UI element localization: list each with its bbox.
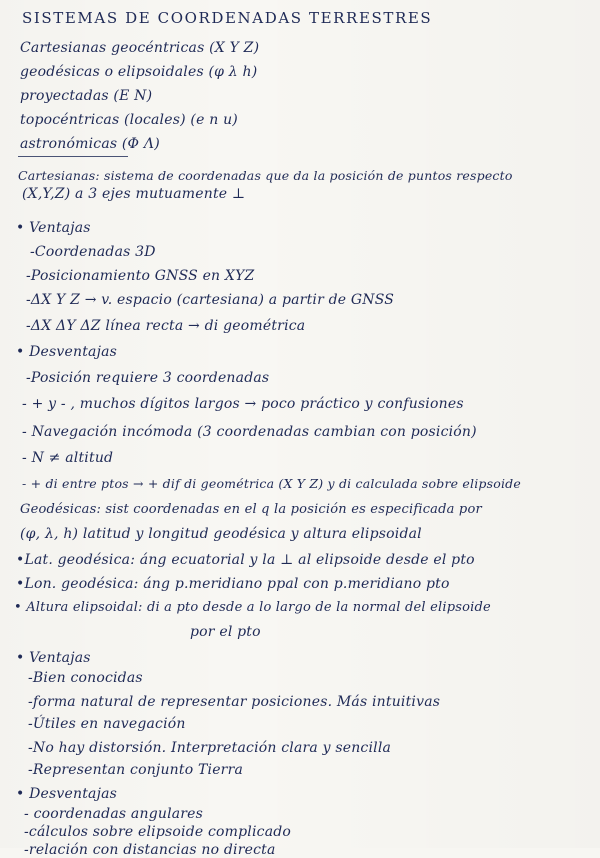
text-line: -relación con distancias no directa [24,842,276,858]
text-line: • Desventajas [16,344,118,360]
text-line: Cartesianas: sistema de coordenadas que da la posición de puntos respecto [18,168,513,183]
text-line: -ΔX Y Z → v. espacio (cartesiana) a partir de GNSS [26,292,395,308]
text-line: -forma natural de representar posiciones. Más intuitivas [28,694,441,710]
text-line: -Posicionamiento GNSS en XYZ [26,268,255,284]
text-line: • Altura elipsoidal: di a pto desde a lo largo de la normal del elipsoide [14,600,491,615]
text-line: - + di entre ptos → + dif di geométrica (X Y Z) y di calculada sobre elipsoide [22,476,521,491]
text-line: geodésicas o elipsoidales (φ λ h) [20,64,258,80]
text-line: • Ventajas [16,220,91,236]
text-line: por el pto [190,624,261,640]
text-line: - N ≠ altitud [22,450,114,466]
text-line: -Útiles en navegación [28,716,186,732]
text-line: -Bien conocidas [28,670,143,686]
text-line: • Ventajas [16,650,91,666]
text-line: •Lat. geodésica: áng ecuatorial y la ⊥ al elipsoide desde el pto [16,552,475,568]
text-line: (φ, λ, h) latitud y longitud geodésica y altura elipsoidal [20,526,422,542]
text-line: - coordenadas angulares [24,806,204,822]
text-line: • Desventajas [16,786,118,802]
text-line: - Navegación incómoda (3 coordenadas cambian con posición) [22,424,477,440]
text-line: (X,Y,Z) a 3 ejes mutuamente ⊥ [22,186,246,202]
text-line: Geodésicas: sist coordenadas en el q la posición es especificada por [20,502,482,517]
text-line: - + y - , muchos dígitos largos → poco práctico y confusiones [22,396,464,412]
text-line: -No hay distorsión. Interpretación clara y sencilla [28,740,392,756]
text-line: -cálculos sobre elipsoide complicado [24,824,292,840]
text-line: proyectadas (E N) [20,88,153,104]
text-line: -Posición requiere 3 coordenadas [26,370,270,386]
divider [18,156,128,157]
text-line: astronómicas (Φ Λ) [20,136,160,152]
text-line: Cartesianas geocéntricas (X Y Z) [20,40,260,56]
text-line: -Representan conjunto Tierra [28,762,244,778]
page-title: SISTEMAS DE COORDENADAS TERRESTRES [22,9,433,27]
text-line: •Lon. geodésica: áng p.meridiano ppal con p.meridiano pto [16,576,450,592]
text-line: -Coordenadas 3D [30,244,156,260]
text-line: -ΔX ΔY ΔZ línea recta → di geométrica [26,318,306,334]
text-line: topocéntricas (locales) (e n u) [20,112,238,128]
